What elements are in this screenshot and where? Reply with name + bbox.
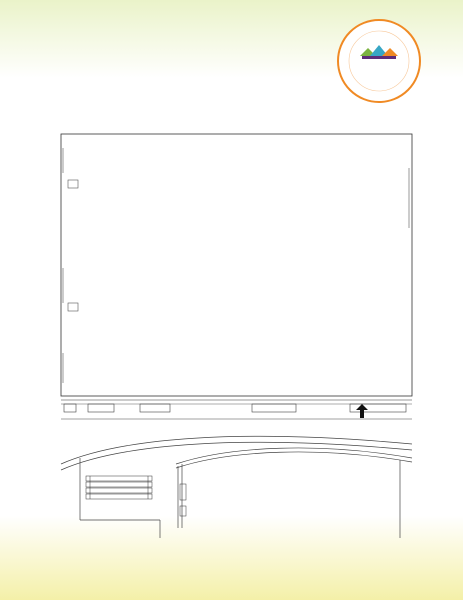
floor-plan	[60, 128, 413, 556]
arrow-icon	[356, 404, 368, 418]
conference-logo	[336, 18, 422, 104]
escalator-icon	[86, 476, 152, 499]
